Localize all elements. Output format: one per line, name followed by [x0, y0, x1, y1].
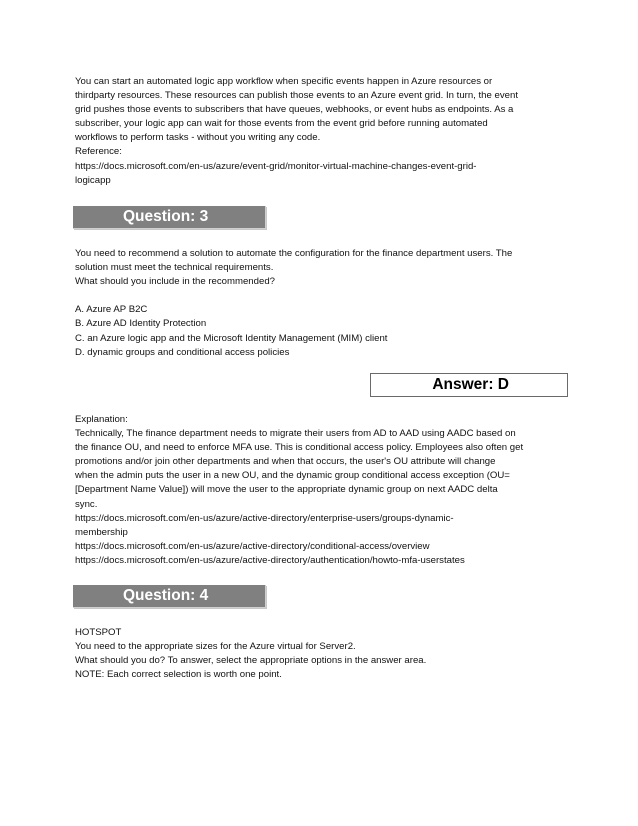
- intro-paragraph: [75, 75, 567, 188]
- question-3-title: Question: 3: [123, 208, 209, 225]
- question-type: HOTSPOT: [75, 627, 122, 638]
- intro-line: workflows to perform tasks - without you writing any code.: [75, 132, 321, 144]
- option-a: A. Azure AP B2C: [75, 304, 148, 316]
- explanation-line: the finance OU, and need to enforce MFA use. This is conditional access policy. Employees also often get: [75, 442, 524, 454]
- question-text: You need to the appropriate sizes for the Azure virtual for Server2.: [75, 641, 356, 653]
- explanation-line: sync.: [75, 498, 98, 510]
- explanation-line: [Department Name Value]) will move the user to the appropriate dynamic group on next AADC delta: [75, 484, 498, 496]
- intro-line: You can start an automated logic app workflow when specific events happen in Azure resources or: [75, 76, 493, 87]
- explanation-block: [75, 413, 567, 568]
- question-4-body: [75, 626, 567, 682]
- option-b: B. Azure AD Identity Protection: [75, 318, 207, 330]
- explanation-label: Explanation:: [75, 414, 128, 425]
- question-text: solution must meet the technical requirements.: [75, 262, 274, 274]
- reference-label: Reference:: [75, 146, 122, 158]
- question-3-banner: [73, 206, 266, 229]
- intro-line: subscriber, your logic app can wait for those events from the event grid before running automated: [75, 118, 488, 130]
- reference-link[interactable]: logicapp: [75, 174, 111, 186]
- explanation-line: when the admin puts the user in a new OU, and the dynamic group conditional access exception (OU=: [75, 470, 510, 482]
- question-note: NOTE: Each correct selection is worth one point.: [75, 669, 282, 681]
- answer-text: Answer: D: [432, 376, 509, 393]
- explanation-line: Technically, The finance department needs to migrate their users from AD to AAD using AADC based on: [75, 428, 516, 440]
- explanation-line: promotions and/or join other departments and when that occurs, the user's OU attribute will change: [75, 456, 496, 468]
- question-text: You need to recommend a solution to automate the configuration for the finance department users. The: [75, 248, 513, 259]
- reference-link[interactable]: https://docs.microsoft.com/en-us/azure/active-directory/enterprise-users/groups-dynamic-: [75, 512, 454, 524]
- option-d: D. dynamic groups and conditional access policies: [75, 346, 290, 358]
- reference-link[interactable]: https://docs.microsoft.com/en-us/azure/active-directory/conditional-access/overview: [75, 540, 430, 552]
- question-4-banner: [73, 585, 266, 608]
- question-text: What should you include in the recommended?: [75, 276, 275, 288]
- question-text: What should you do? To answer, select the appropriate options in the answer area.: [75, 655, 427, 667]
- intro-line: grid pushes those events to subscribers that have queues, webhooks, or event hubs as endpoints. As a: [75, 104, 514, 116]
- spacer: [75, 289, 567, 303]
- option-c: C. an Azure logic app and the Microsoft Identity Management (MIM) client: [75, 332, 388, 344]
- reference-link[interactable]: membership: [75, 526, 128, 538]
- question-4-title: Question: 4: [123, 587, 209, 604]
- reference-link[interactable]: https://docs.microsoft.com/en-us/azure/event-grid/monitor-virtual-machine-changes-event-grid-: [75, 160, 477, 172]
- reference-link[interactable]: https://docs.microsoft.com/en-us/azure/active-directory/authentication/howto-mfa-userstates: [75, 554, 465, 566]
- answer-box: [370, 373, 568, 397]
- question-3-body: [75, 247, 567, 360]
- intro-line: thirdparty resources. These resources can publish those events to an Azure event grid. In turn, the event: [75, 90, 518, 102]
